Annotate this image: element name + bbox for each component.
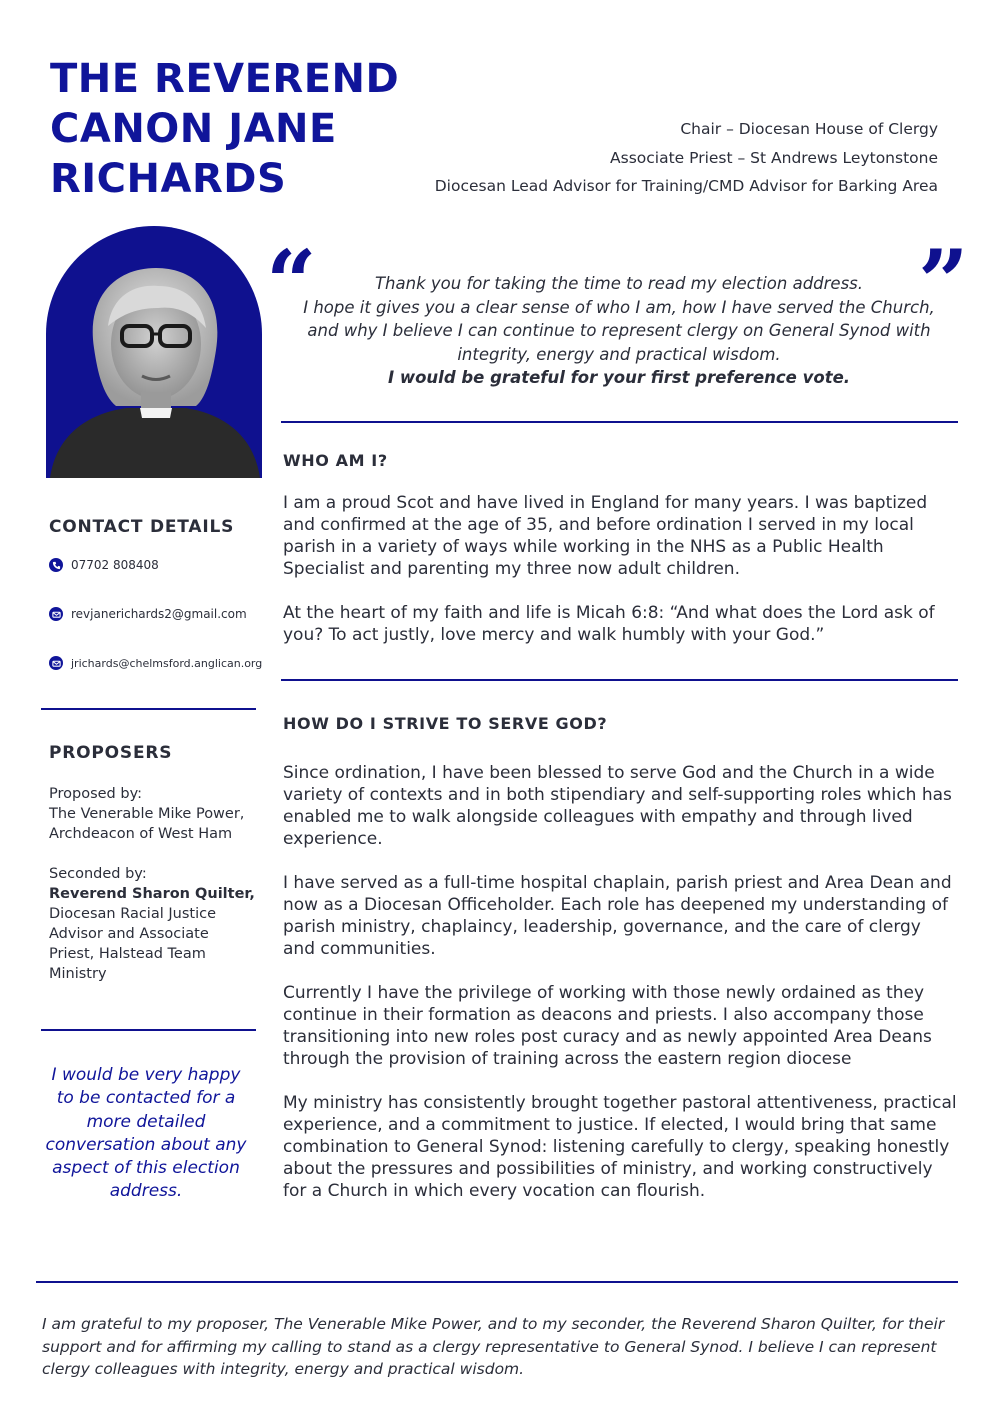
divider-proposers <box>41 1029 256 1031</box>
phone-number: 07702 808408 <box>71 558 159 572</box>
invite-line-1: I would be very happy <box>51 1065 241 1085</box>
seconder-role-1: Diocesan Racial Justice <box>49 906 216 922</box>
quote-line-4: integrity, energy and practical wisdom. <box>457 344 781 364</box>
email-icon <box>49 607 63 621</box>
serve-paragraph-4: My ministry has consistently brought together pastoral attentiveness, practical experience, and a commitment to justice. If elected, I would bring that same combination to General Synod: listening carefully to clergy, speaking honestly about the pressures and possibilities of ministry, and working constructively for a Church in which every vocation can flourish. <box>283 1093 957 1201</box>
who-paragraph-1: I am a proud Scot and have lived in England for many years. I was baptized and confirmed at the age of 35, and before ordination I served in my local parish in a variety of ways while working in the NHS as a Public Health Specialist and parenting my three now adult children. <box>283 493 928 579</box>
contact-email-diocese[interactable] <box>49 656 262 670</box>
title-line-1: THE REVEREND <box>50 56 400 102</box>
invite-line-4: conversation about any <box>45 1134 247 1155</box>
proposers-block <box>49 784 264 984</box>
proposers-heading: PROPOSERS <box>49 743 173 763</box>
quote-line-3: and why I believe I can continue to represent clergy on General Synod with <box>307 321 931 340</box>
who-paragraph-2: At the heart of my faith and life is Micah 6:8: “And what does the Lord ask of you? To act justly, love mercy and walk humbly with your God.” <box>283 603 935 645</box>
divider-who <box>281 679 958 681</box>
serve-body <box>283 762 958 1202</box>
proposer-role: Archdeacon of West Ham <box>49 826 233 842</box>
quote-line-1: Thank you for taking the time to read my election address. <box>374 274 864 293</box>
seconder-role-4: Ministry <box>49 966 107 982</box>
seconder-name: Reverend Sharon Quilter, <box>49 886 255 902</box>
contact-email-personal[interactable] <box>49 607 247 621</box>
page-title <box>50 54 399 204</box>
role-lead-advisor: Diocesan Lead Advisor for Training/CMD Advisor for Barking Area <box>434 177 938 195</box>
serve-paragraph-2: I have served as a full-time hospital chaplain, parish priest and Area Dean and now as a Diocesan Officeholder. Each role has deepened my understanding of parish ministry, chaplaincy, leadership, governance, and the care of clergy and communities. <box>283 873 952 959</box>
divider-quote <box>281 421 958 423</box>
who-heading: WHO AM I? <box>283 451 388 470</box>
invite-line-3: more detailed <box>86 1111 206 1132</box>
proposed-label: Proposed by: <box>49 786 142 802</box>
serve-heading: HOW DO I STRIVE TO SERVE GOD? <box>283 714 608 733</box>
email-personal: revjanerichards2@gmail.com <box>71 607 247 621</box>
who-body <box>283 492 958 646</box>
quote-line-2: I hope it gives you a clear sense of who I am, how I have served the Church, <box>303 297 935 317</box>
contact-heading: CONTACT DETAILS <box>49 517 235 537</box>
invite-line-5: aspect of this election <box>52 1158 240 1179</box>
close-quote-icon: ” <box>918 230 969 334</box>
role-chair: Chair – Diocesan House of Clergy <box>680 120 938 138</box>
serve-paragraph-3: Currently I have the privilege of working with those newly ordained as they continue in their formation as deacons and priests. I also accompany those transitioning into new roles post curacy and as newly appointed Area Deans through the provision of training across the eastern region diocese <box>283 983 932 1069</box>
portrait-illustration <box>46 226 262 478</box>
open-quote-icon: “ <box>266 230 317 334</box>
invite-line-2: to be contacted for a <box>56 1088 236 1109</box>
phone-icon <box>49 558 63 572</box>
role-associate-priest: Associate Priest – St Andrews Leytonstone <box>610 148 938 167</box>
title-line-2: CANON JANE <box>50 106 337 152</box>
portrait-photo <box>46 226 262 478</box>
seconded-label: Seconded by: <box>49 866 147 882</box>
seconder-role-2: Advisor and Associate <box>49 926 209 942</box>
quote-closing: I would be grateful for your first preference vote. <box>387 368 851 387</box>
seconder-role-3: Priest, Halstead Team <box>49 946 206 962</box>
title-line-3: RICHARDS <box>50 156 287 202</box>
contact-phone[interactable] <box>49 558 159 572</box>
intro-quote <box>288 272 950 390</box>
email-diocese: jrichards@chelmsford.anglican.org <box>71 656 263 670</box>
serve-paragraph-1: Since ordination, I have been blessed to serve God and the Church in a wide variety of contexts and in both stipendiary and self-supporting roles which has enabled me to walk alongside colleagues with empathy and through lived experience. <box>283 763 952 849</box>
divider-contact <box>41 708 256 710</box>
roles-list <box>435 115 938 201</box>
footer-statement: I am grateful to my proposer, The Venerable Mike Power, and to my seconder, the Reverend Sharon Quilter, for their support and for affirming my calling to stand as a clergy representative to General Synod. I believe I can represent clergy colleagues with integrity, energy and practical wisdom. <box>42 1315 945 1378</box>
divider-footer <box>36 1281 958 1283</box>
email-icon <box>49 656 63 670</box>
invite-line-6: address. <box>109 1181 183 1202</box>
contact-invitation <box>40 1064 252 1204</box>
proposer-name: The Venerable Mike Power, <box>49 806 245 822</box>
